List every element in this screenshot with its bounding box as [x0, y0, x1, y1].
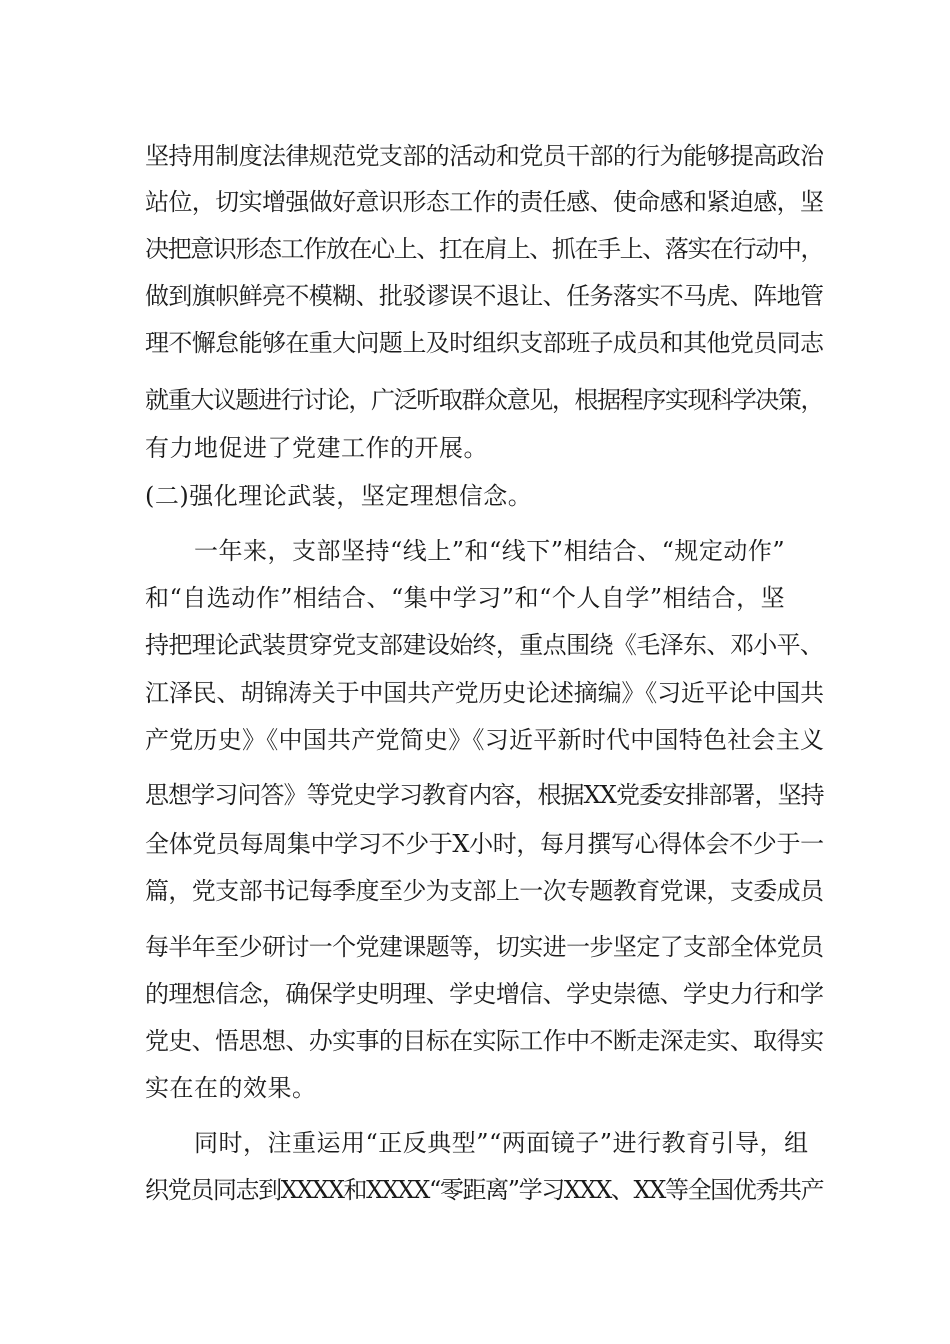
body-text-line: 篇，党支部书记每季度至少为支部上一次专题教育党课，支委成员	[145, 877, 824, 905]
body-text-line: 的理想信念，确保学史明理、学史增信、学史崇德、学史力行和学	[145, 980, 824, 1008]
body-text-line: 持把理论武装贯穿党支部建设始终，重点围绕《毛泽东、邓小平、	[145, 631, 824, 659]
body-text-line: 产党历史》《中国共产党简史》《习近平新时代中国特色社会主义	[145, 726, 825, 754]
body-text-line: 实在在的效果。	[145, 1074, 317, 1102]
paragraph-first-line: 一年来，支部坚持“线上”和“线下”相结合、“规定动作”	[194, 537, 786, 565]
body-text-line: 就重大议题进行讨论，广泛听取群众意见，根据程序实现科学决策，	[145, 386, 824, 414]
body-text-line: 有力地促进了党建工作的开展。	[145, 434, 488, 462]
body-text-line: 思想学习问答》等党史学习教育内容，根据XX党委安排部署，坚持	[145, 781, 824, 809]
body-text-line: 决把意识形态工作放在心上、扛在肩上、抓在手上、落实在行动中，	[145, 235, 824, 263]
body-text-line: 做到旗帜鲜亮不模糊、批驳谬误不退让、任务落实不马虎、阵地管	[145, 282, 824, 310]
body-text-line: 理不懈怠能够在重大问题上及时组织支部班子成员和其他党员同志	[145, 329, 824, 357]
body-text-line: 每半年至少研讨一个党建课题等，切实进一步坚定了支部全体党员	[145, 933, 824, 961]
body-text-line: 织党员同志到XXXX和XXXX“零距离”学习XXX、XX等全国优秀共产	[145, 1176, 824, 1204]
section-heading: (二)强化理论武装，坚定理想信念。	[145, 482, 533, 510]
paragraph-first-line: 同时，注重运用“正反典型”“两面镜子”进行教育引导，组	[194, 1129, 809, 1157]
body-text-line: 江泽民、胡锦涛关于中国共产党历史论述摘编》《习近平论中国共	[145, 679, 824, 707]
body-text-line: 站位，切实增强做好意识形态工作的责任感、使命感和紧迫感，坚	[145, 188, 824, 216]
body-text-line: 全体党员每周集中学习不少于X小时，每月撰写心得体会不少于一	[145, 830, 824, 858]
body-text-line: 坚持用制度法律规范党支部的活动和党员干部的行为能够提高政治	[145, 142, 824, 170]
body-text-line: 和“自选动作”相结合、“集中学习”和“个人自学”相结合，坚	[145, 584, 786, 612]
body-text-line: 党史、悟思想、办实事的目标在实际工作中不断走深走实、取得实	[145, 1027, 824, 1055]
